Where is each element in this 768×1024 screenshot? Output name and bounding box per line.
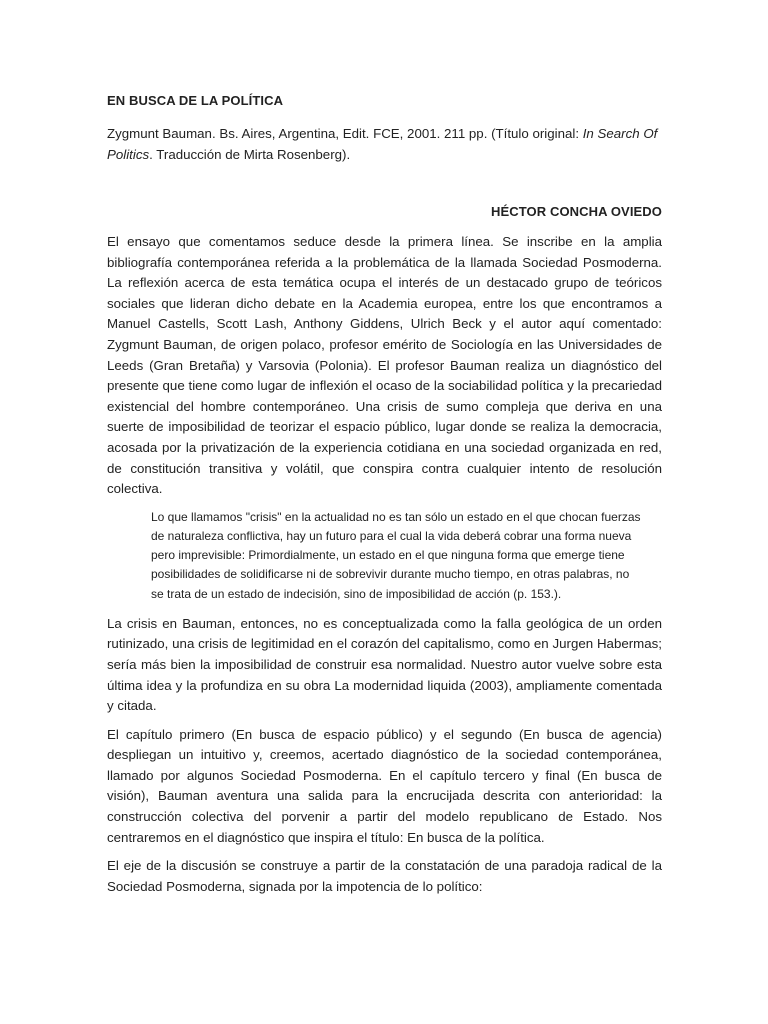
body-paragraph-4: El eje de la discusión se construye a partir de la constatación de una paradoja radical de la Sociedad Posmoderna, signada por la impotencia de lo político: xyxy=(107,858,662,894)
book-citation xyxy=(107,124,662,165)
body-paragraph-1: El ensayo que comentamos seduce desde la primera línea. Se inscribe en la amplia bibliografía contemporánea referida a la problemática de la llamada Sociedad Posmoderna. La reflexión acerca de esta temática ocupa el interés de un destacado grupo de teóricos sociales que lideran dicho debate en la Academia europea, entre los que encontramos a Manuel Castells, Scott Lash, Anthony Giddens, Ulrich Beck y el autor aquí comentado: Zygmunt Bauman, de origen polaco, profesor emérito de Sociología en las Universidades de Leeds (Gran Bretaña) y Varsovia (Polonia). El profesor Bauman realiza un diagnóstico del presente que tiene como lugar de inflexión el ocaso de la sociabilidad política y la precariedad existencial del hombre contemporáneo. Una crisis de sumo compleja que deriva en una suerte de imposibilidad de teorizar el espacio público, lugar donde se realiza la democracia, acosada por la privatización de la experiencia cotidiana en una sociedad organizada en red, de constitución transitiva y volátil, que conspira contra cualquier intento de resolución colectiva. xyxy=(107,234,662,497)
body-paragraph-2: La crisis en Bauman, entonces, no es conceptualizada como la falla geológica de un orden rutinizado, una crisis de legitimidad en el corazón del capitalismo, como en Jurgen Habermas; sería más bien la imposibilidad de construir esa normalidad. Nuestro autor vuelve sobre esta última idea y la profundiza en su obra La modernidad liquida (2003), ampliamente comentada y citada. xyxy=(107,615,662,714)
quote-line: de naturaleza conflictiva, hay un futuro para el cual la vida deberá cobrar una forma nueva xyxy=(151,528,632,543)
citation-prefix: Zygmunt Bauman. Bs. Aires, Argentina, Edit. FCE, 2001. 211 pp. (Título original: xyxy=(107,126,583,141)
review-author: HÉCTOR CONCHA OVIEDO xyxy=(490,204,662,219)
body-paragraph-3: El capítulo primero (En busca de espacio público) y el segundo (En busca de agencia) despliegan un intuitivo y, creemos, acertado diagnóstico de la sociedad contemporánea, llamado por algunos Sociedad Posmoderna. En el capítulo tercero y final (En busca de visión), Bauman aventura una salida para la encrucijada descrita con anterioridad: la construcción colectiva del porvenir a partir del modelo republicano de Estado. Nos centraremos en el diagnóstico que inspira el título: En busca de la política. xyxy=(107,726,662,845)
quote-line: posibilidades de solidificarse ni de sobrevivir durante mucho tiempo, en otras palabras, no xyxy=(151,567,630,582)
block-quote xyxy=(151,508,660,604)
quote-line: Lo que llamamos "crisis" en la actualidad no es tan sólo un estado en el que chocan fuerzas xyxy=(151,509,641,524)
citation-suffix: . Traducción de Mirta Rosenberg). xyxy=(149,146,351,162)
citation-original-title: In Search Of Politics xyxy=(107,126,658,162)
quote-line: se trata de un estado de indecisión, sino de imposibilidad de acción (p. 153.). xyxy=(151,586,562,601)
document-title: EN BUSCA DE LA POLÍTICA xyxy=(107,93,284,108)
quote-line: pero imprevisible: Primordialmente, un estado en el que ninguna forma que emerge tiene xyxy=(151,548,625,563)
